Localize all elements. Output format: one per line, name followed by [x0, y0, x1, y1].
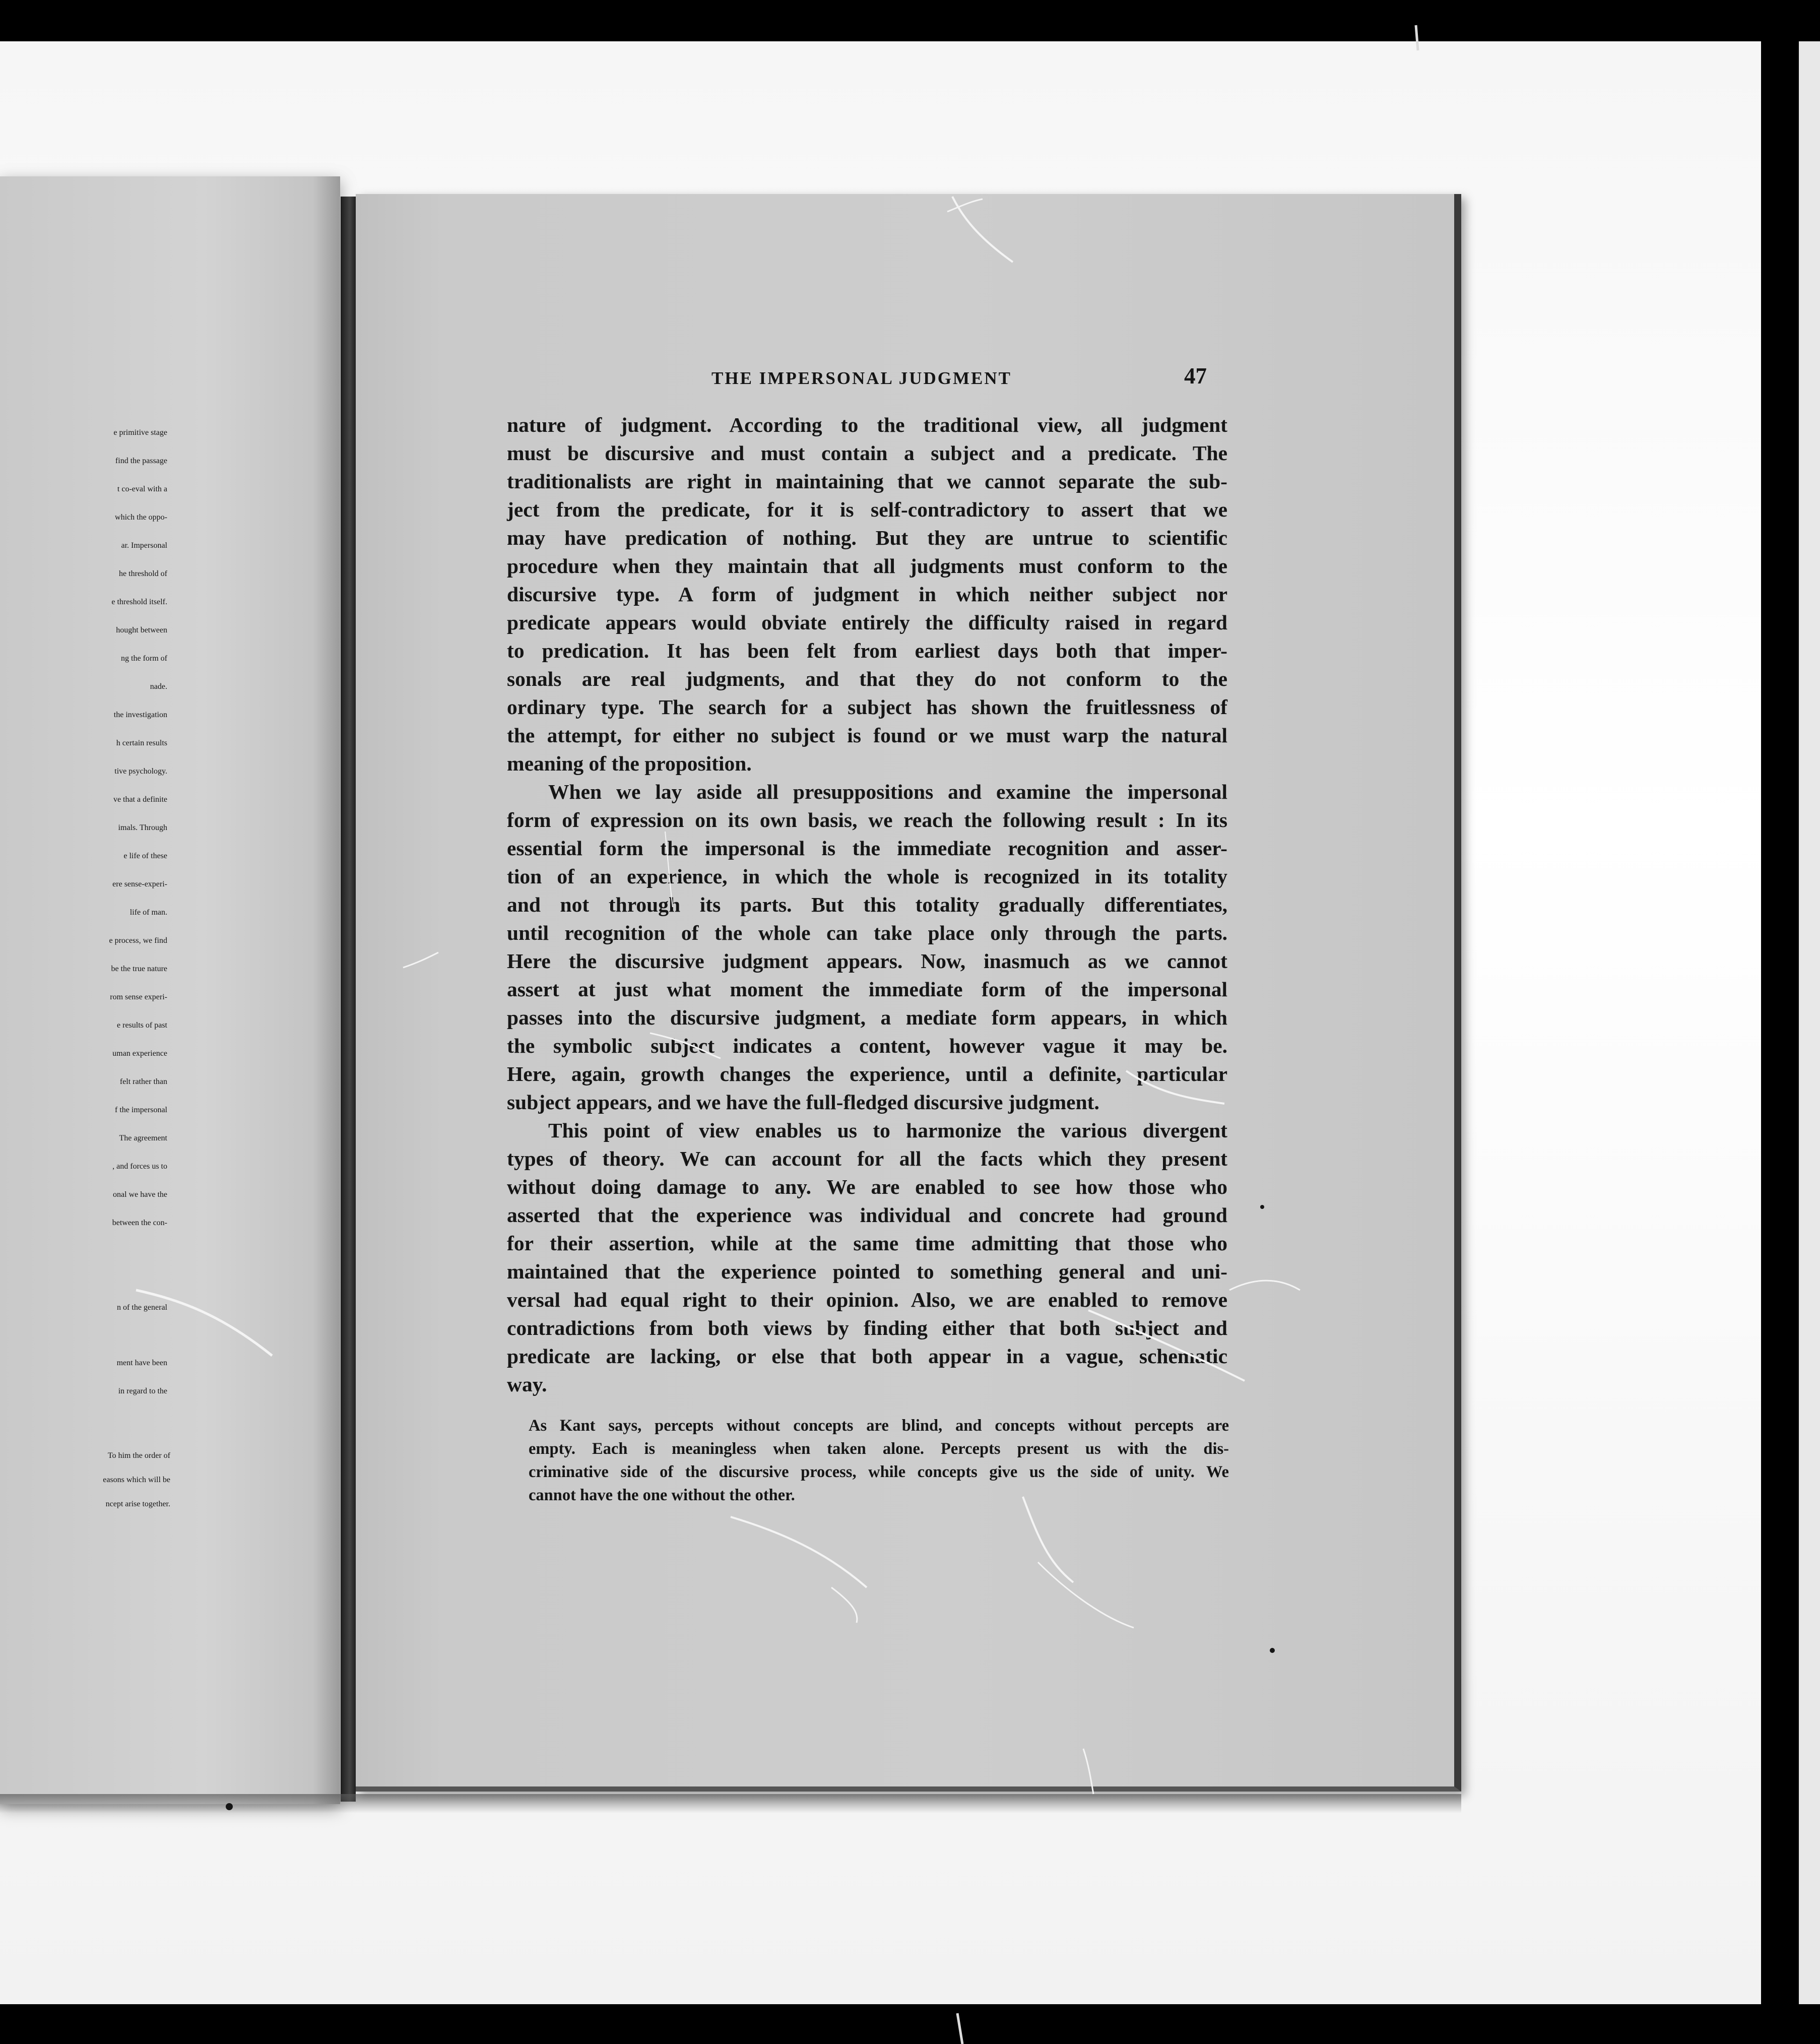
- left-page-footnote-line: ncept arise together.: [105, 1500, 170, 1508]
- body-text-line: way.: [507, 1373, 547, 1396]
- left-page-line: ment have been: [116, 1359, 167, 1367]
- body-text-line: subject appears, and we have the full-fledged discursive judgment.: [507, 1091, 1099, 1114]
- body-text-line: nature of judgment. According to the traditional view, all judgment: [507, 413, 1227, 436]
- left-page-line: ar. Impersonal: [121, 541, 167, 550]
- running-head: THE IMPERSONAL JUDGMENT: [711, 368, 1012, 388]
- footnote-line: cannot have the one without the other.: [529, 1486, 795, 1504]
- left-page-line: felt rather than: [119, 1077, 167, 1086]
- left-page-line: the investigation: [113, 711, 167, 719]
- left-page-line: nade.: [150, 682, 167, 691]
- body-text-line: and not through its parts. But this totality gradually differentiates,: [507, 893, 1227, 916]
- body-text-line: traditionalists are right in maintaining that we cannot separate the sub-: [507, 470, 1227, 493]
- left-page-line: ve that a definite: [113, 795, 167, 804]
- body-text-line: contradictions from both views by finding either that both subject and: [507, 1316, 1227, 1339]
- left-page-line: tive psychology.: [114, 767, 167, 776]
- body-text-line: Here the discursive judgment appears. Now, inasmuch as we cannot: [507, 949, 1227, 973]
- left-page-line: e threshold itself.: [111, 598, 167, 606]
- body-text-line: maintained that the experience pointed to something general and uni-: [507, 1260, 1227, 1283]
- left-page-line: he threshold of: [119, 569, 167, 578]
- left-page-line: find the passage: [115, 457, 167, 465]
- body-text-line: types of theory. We can account for all the facts which they present: [507, 1147, 1227, 1170]
- left-page-line: e life of these: [123, 852, 167, 860]
- left-page-line: n of the general: [117, 1303, 167, 1312]
- body-text-line: procedure when they maintain that all judgments must conform to the: [507, 554, 1227, 578]
- body-text-line: passes into the discursive judgment, a mediate form appears, in which: [507, 1006, 1227, 1029]
- left-page-line: onal we have the: [113, 1190, 167, 1199]
- left-page-line: ere sense-experi-: [112, 880, 167, 888]
- footnote-line: empty. Each is meaningless when taken alone. Percepts present us with the dis-: [529, 1440, 1229, 1458]
- left-page-line: between the con-: [112, 1219, 167, 1227]
- body-text-line: the attempt, for either no subject is found or we must warp the natural: [507, 724, 1227, 747]
- left-page-line: e results of past: [117, 1021, 167, 1030]
- left-page-line: e process, we find: [109, 936, 167, 945]
- body-text-line: the symbolic subject indicates a content, however vague it may be.: [507, 1034, 1227, 1057]
- footnote-line: criminative side of the discursive process, while concepts give us the side of unity. We: [529, 1463, 1229, 1481]
- left-page-line: which the oppo-: [115, 513, 167, 522]
- footnote-line: As Kant says, percepts without concepts are blind, and concepts without percepts are: [529, 1417, 1229, 1435]
- left-page-line: life of man.: [129, 908, 167, 917]
- left-page-line: hought between: [116, 626, 167, 634]
- body-text-line: ject from the predicate, for it is self-contradictory to assert that we: [507, 498, 1227, 521]
- page-number: 47: [1184, 363, 1207, 389]
- left-page-line: The agreement: [119, 1134, 167, 1142]
- body-text-line: for their assertion, while at the same time admitting that those who: [507, 1232, 1227, 1255]
- body-text-line: ordinary type. The search for a subject has shown the fruitlessness of: [507, 695, 1227, 719]
- left-page-line: e primitive stage: [113, 428, 167, 437]
- left-page-line: be the true nature: [111, 965, 167, 973]
- left-page-line: , and forces us to: [112, 1162, 167, 1171]
- body-text-line: assert at just what moment the immediate form of the impersonal: [507, 978, 1227, 1001]
- body-text-line: may have predication of nothing. But they are untrue to scientific: [507, 526, 1227, 549]
- left-page-line: uman experience: [112, 1049, 167, 1058]
- body-text-line: versal had equal right to their opinion. Also, we are enabled to remove: [507, 1288, 1227, 1311]
- body-text-line: sonals are real judgments, and that they do not conform to the: [507, 667, 1227, 690]
- left-page-line: in regard to the: [118, 1387, 167, 1395]
- body-text-line: discursive type. A form of judgment in which neither subject nor: [507, 583, 1227, 606]
- body-text-line: to predication. It has been felt from earliest days both that imper-: [507, 639, 1227, 662]
- body-text-line: When we lay aside all presuppositions and examine the impersonal: [548, 780, 1227, 803]
- body-text-line: predicate are lacking, or else that both appear in a vague, schematic: [507, 1345, 1227, 1368]
- left-page-line: h certain results: [116, 739, 167, 747]
- body-text-line: essential form the impersonal is the immediate recognition and asser-: [507, 837, 1227, 860]
- body-text-line: Here, again, growth changes the experience, until a definite, particular: [507, 1062, 1227, 1085]
- left-page-line: f the impersonal: [115, 1106, 167, 1114]
- left-page-line: rom sense experi-: [110, 993, 167, 1001]
- left-page-line: imals. Through: [118, 823, 167, 832]
- body-text-line: tion of an experience, in which the whole is recognized in its totality: [507, 865, 1227, 888]
- body-text-line: form of expression on its own basis, we reach the following result : In its: [507, 808, 1227, 832]
- left-page-footnote-line: To him the order of: [107, 1451, 170, 1460]
- body-text-line: must be discursive and must contain a subject and a predicate. The: [507, 441, 1227, 465]
- body-text-line: without doing damage to any. We are enabled to see how those who: [507, 1175, 1227, 1198]
- left-page-line: t co-eval with a: [117, 485, 167, 493]
- body-text-line: This point of view enables us to harmonize the various divergent: [548, 1119, 1227, 1142]
- body-text-line: until recognition of the whole can take place only through the parts.: [507, 921, 1227, 944]
- body-text-line: predicate appears would obviate entirely the difficulty raised in regard: [507, 611, 1227, 634]
- left-page-line: ng the form of: [121, 654, 167, 663]
- body-text-line: asserted that the experience was individual and concrete had ground: [507, 1203, 1227, 1227]
- left-page-footnote-line: easons which will be: [103, 1476, 170, 1484]
- body-text-line: meaning of the proposition.: [507, 752, 752, 775]
